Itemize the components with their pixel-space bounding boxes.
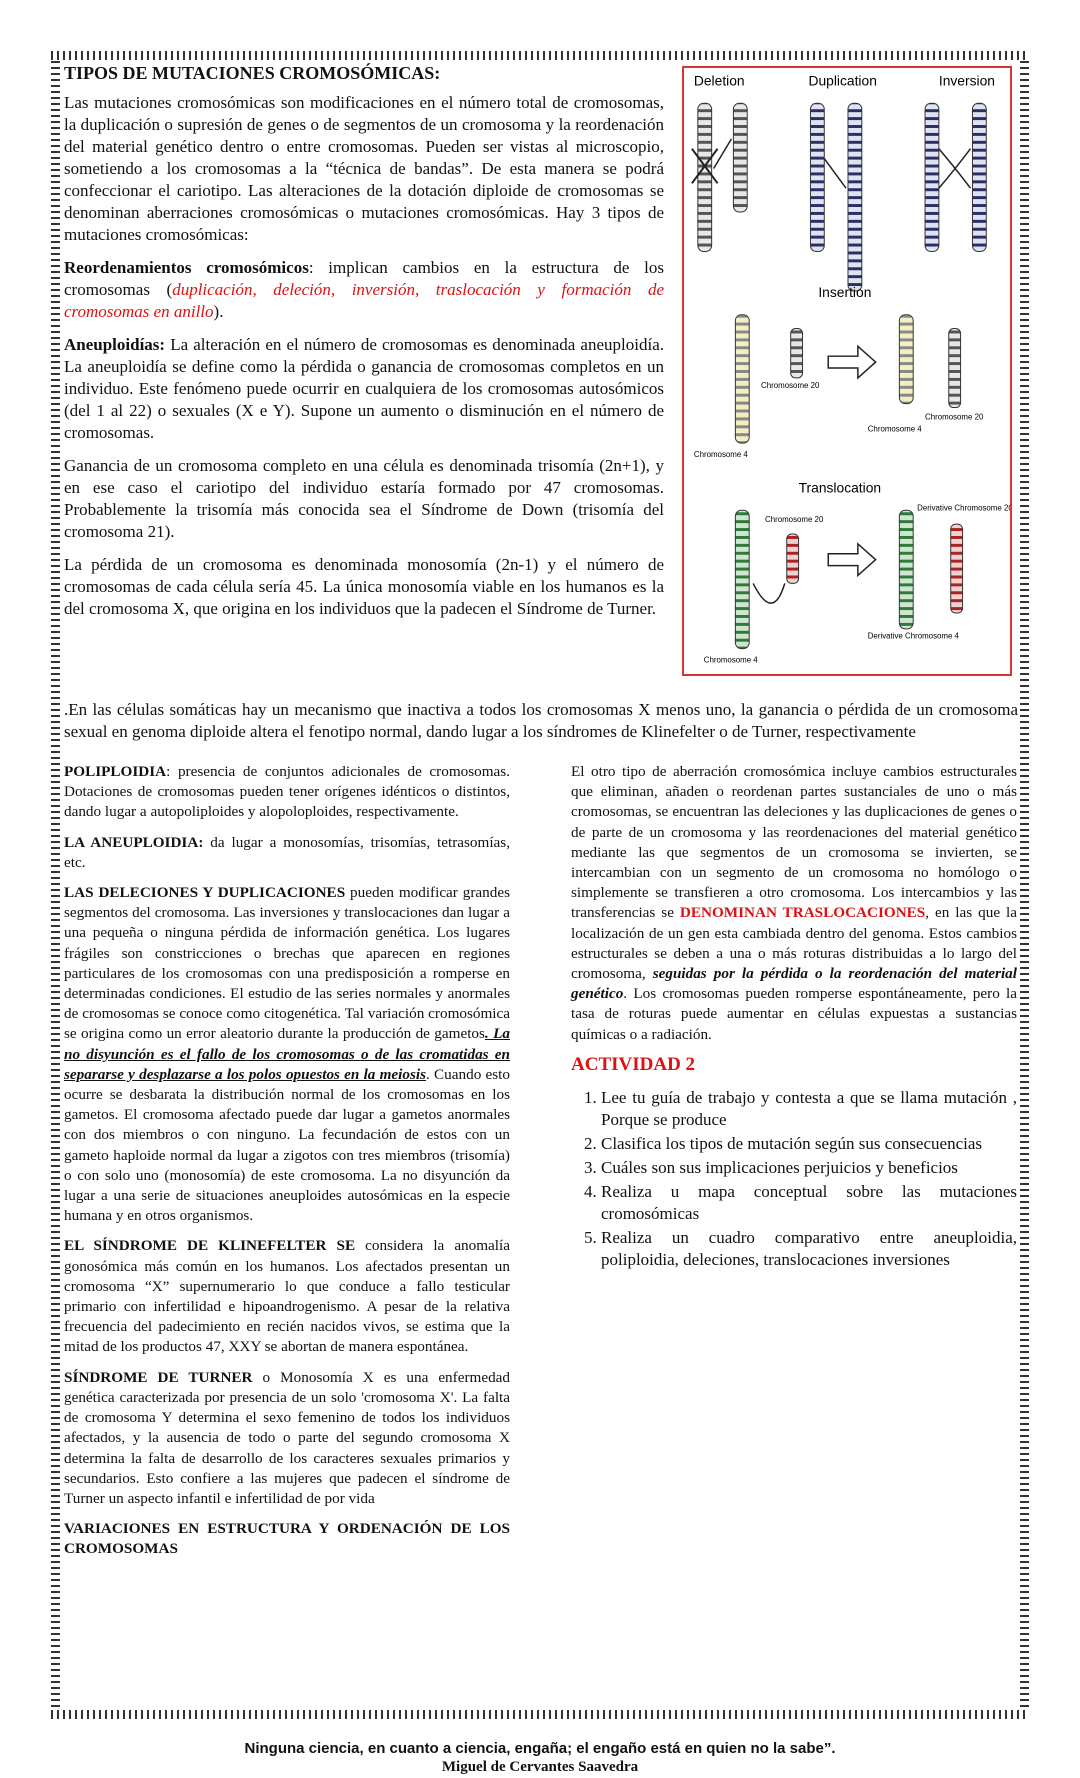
- page-title: TIPOS DE MUTACIONES CROMOSÓMICAS:: [64, 63, 441, 83]
- deleciones-end: . Cuando esto ocurre se desbarata la distribución normal de los cromosomas en los gametos. El cromosoma afectado puede dar lugar a gametos anormales con dos miembros o con ninguno. La fecundación de estos con un gameto haploide normal da lugar a zigotos con tres miembros (trisomía) o con solo uno (monosomía) de este cromosoma. La no disyunción da lugar a una serie de situaciones aneuploides autosómicas en la especie humana y en otros organismos.: [64, 1065, 510, 1225]
- somatic-cells-paragraph: .En las células somáticas hay un mecanismo que inactiva a todos los cromosomas X menos uno, la ganancia o pérdida de un cromosoma sexual en genoma diploide altera el fenotipo normal, dando lugar a los síndromes de Klinefelter o de Turner, respectivamente: [64, 700, 1018, 741]
- no-disyuncion-definition: . La no disyunción es el fallo de los cromosomas o de las cromatidas en separarse y desplazarse a los polos opuestos en la meiosis: [64, 1025, 510, 1083]
- duplication-chromosome-result: [848, 103, 862, 291]
- activity-item: 5. Realiza un cuadro comparativo entre aneuploidia, poliploidia, deleciones, translocaciones inversiones: [601, 1227, 1017, 1271]
- deleciones-label: LAS DELECIONES Y DUPLICACIONES: [64, 884, 346, 902]
- poliploidia-label: POLIPLOIDIA: [64, 763, 167, 780]
- inversion-arrow-icon: [939, 149, 971, 189]
- reordenamientos-paragraph: [64, 257, 664, 323]
- aneuploidia-label: LA ANEUPLOIDIA:: [64, 833, 204, 851]
- insertion-chromosome20: [791, 329, 803, 378]
- right-column: [571, 762, 1017, 1273]
- insertion-chr4-label: Chromosome 4: [693, 449, 748, 459]
- insertion-chr20-result-label: Chromosome 20: [925, 412, 984, 422]
- derivative-chr4-label: Derivative Chromosome 4: [867, 631, 959, 641]
- reordenamientos-label: Reordenamientos cromosómicos: [64, 258, 309, 277]
- chromosome-mutation-figure: [682, 66, 1012, 676]
- reordenamientos-end: ).: [213, 302, 224, 321]
- reordenamientos-list: duplicación, deleción, inversión, traslocación y formación de cromosomas en anillo: [64, 280, 665, 321]
- translocation-chr20-label: Chromosome 20: [765, 515, 824, 525]
- insertion-chr4-result-label: Chromosome 4: [867, 424, 922, 434]
- activity-item: 3. Cuáles son sus implicaciones perjuicios y beneficios: [601, 1157, 1017, 1179]
- variaciones-heading: VARIACIONES EN ESTRUCTURA Y ORDENACIÓN DE LOS CROMOSOMAS: [64, 1520, 510, 1558]
- reordenamientos-text: : implican cambios en la estructura de los cromosomas (: [64, 258, 665, 299]
- duplication-chromosome-original: [810, 103, 824, 251]
- turner-label: SÍNDROME DE TURNER: [64, 1368, 253, 1386]
- aneuploidias-paragraph: [64, 334, 664, 444]
- inversion-chromosome-original: [925, 103, 939, 251]
- derivative-chromosome20: [951, 524, 963, 613]
- poliploidia-text: : presencia de conjuntos adicionales de cromosomas. Dotaciones de cromosomas pueden tener orígenes idénticos o distintos, dando lugar a autopoliploides y alopoloploides, respectivamente.: [64, 763, 510, 821]
- intro-paragraph: Las mutaciones cromosómicas son modificaciones en el número total de cromosomas, la duplicación o supresión de genes o de segmentos de un cromosoma y la reordenación del material genético dentro o entre cromosomas. Pueden ser vistas al microscopio, sometiendo a los cromosomas a la “técnica de bandas”. De esta manera se podrá confeccionar el cariotipo. Las alteraciones de la dotación diploide de cromosomas se denominan aberraciones cromosómicas o mutaciones cromosómicas. Hay 3 tipos de mutaciones cromosómicas:: [64, 93, 664, 244]
- klinefelter-text: considera la anomalía gonosómica más común en los humanos. Los afectados presentan un cromosoma “X” supernumerario lo que conduce a fallo testicular primario con infertilidad e hipoandrogenismo. A pesar de la relativa frecuencia del padecimiento en recién nacidos vivos, se estima que la mitad de los productos 47, XXY se abortan de manera espontánea.: [64, 1237, 510, 1356]
- inversion-label: Inversion: [938, 72, 995, 89]
- klinefelter-label: EL SÍNDROME DE KLINEFELTER SE: [64, 1237, 356, 1255]
- deleciones-paragraph: [64, 883, 510, 1226]
- translocation-chr4-label: Chromosome 4: [703, 655, 758, 665]
- reordenacion-emphasis: seguidas por la pérdida o la reordenación del material genético: [571, 965, 1017, 1003]
- aberracion-text: El otro tipo de aberración cromosómica incluye cambios estructurales que eliminan, añaden o reordenan partes sustanciales de uno o más cromosomas, se encuentran las deleciones y las duplicaciones de genes o de parte de un cromosoma y las reordenaciones del material genético mediante las que segmentos de un cromosoma se invierten, se intercambian con un segmento de un cromosoma no homólogo o simplemente se transfieren a otro cromosoma. Los intercambios y las transferencias se: [571, 763, 1017, 922]
- left-column: [64, 762, 510, 1570]
- aberracion-text-2: , en las que la localización de un gen esta cambiada dentro del genoma. Estos cambios estructurales se deben a una o más roturas distribuidas a lo largo del cromosoma,: [571, 904, 1017, 983]
- insertion-chromosome4: [735, 315, 749, 443]
- aneuploidias-text: La alteración en el número de cromosomas es denominada aneuploidía. La aneuploidía se define como la pérdida o ganancia de cromosomas completos en un individuo. Este fenómeno puede ocurrir en cualquiera de los cromosomas autosómicos (del 1 al 22) o sexuales (X e Y). Supone un aumento o disminución en el número de cromosomas.: [64, 335, 664, 442]
- deletion-chromosome-result: [733, 103, 747, 212]
- deleciones-text: pueden modificar grandes segmentos del cromosoma. Las inversiones y translocaciones dan lugar a una pequeña o ninguna pérdida de información genética. Los lugares frágiles son constricciones o brechas que aparecen en regiones particulares de los cromosomas con una predisposición a romperse en determinadas condiciones. El estudio de las series normales y anormales de cromosomas se conoce como citogenética. Tal variación cromosómica se origina como un error aleatorio durante la producción de gametos: [64, 884, 510, 1043]
- deletion-arrow-icon: [714, 139, 732, 169]
- derivative-chr20-label: Derivative Chromosome 20: [917, 503, 1010, 513]
- poliploidia-paragraph: [64, 762, 510, 823]
- duplication-arrow-icon: [824, 159, 846, 189]
- insertion-result-chromosome20: [949, 329, 961, 408]
- activity-item: 2. Clasifica los tipos de mutación según sus consecuencias: [601, 1133, 1017, 1155]
- monosomia-paragraph: La pérdida de un cromosoma es denominada monosomía (2n-1) y el número de cromosomas de cada célula sería 45. La única monosomía viable en los humanos es la del cromosoma X, que origina en los individuos que la padecen el Síndrome de Turner.: [64, 555, 664, 618]
- activity-item: 4. Realiza u mapa conceptual sobre las mutaciones cromosómicas: [601, 1181, 1017, 1225]
- aberracion-end: . Los cromosomas pueden romperse espontáneamente, pero la tasa de roturas puede aumentar en células expuestas a sustancias químicas o a radiación.: [571, 985, 1017, 1043]
- translocation-hollow-arrow-icon: [828, 544, 875, 576]
- aneuploidia-paragraph: [64, 833, 510, 873]
- insertion-label: Insertion: [818, 283, 872, 300]
- duplication-label: Duplication: [808, 72, 877, 89]
- insertion-chr20-label: Chromosome 20: [761, 380, 820, 390]
- turner-text: o Monosomía X es una enfermedad genética caracterizada por presencia de un solo 'cromosoma X'. La falta de cromosoma Y determina el sexo femenino de todos los individuos afectados, y la ausencia de todo o parte del segundo cromosoma X determina la falta de desarrollo de los caracteres sexuales primarios y secundarios. Esto confiere a las mujeres que padecen el síndrome de Turner un aspecto infantil e infertilidad de por vida: [64, 1368, 510, 1507]
- translocation-chromosome4: [735, 510, 749, 648]
- klinefelter-paragraph: [64, 1236, 510, 1357]
- footer-author: Miguel de Cervantes Saavedra: [441, 1759, 639, 1775]
- translocation-label: Translocation: [798, 479, 882, 496]
- insertion-result-chromosome4: [899, 315, 913, 404]
- activity-item: 1. Lee tu guía de trabajo y contesta a que se llama mutación , Porque se produce: [601, 1087, 1017, 1131]
- activity-list: [571, 1087, 1017, 1271]
- footer-quote: Ninguna ciencia, en cuanto a ciencia, engaña; el engaño está en quien no la sabe”.: [244, 1740, 836, 1757]
- deletion-label: Deletion: [693, 72, 745, 89]
- activity-title: ACTIVIDAD 2: [571, 1053, 696, 1075]
- deletion-chromosome-original: [698, 103, 712, 251]
- aberracion-paragraph: [571, 762, 1017, 1045]
- turner-paragraph: [64, 1368, 510, 1509]
- inversion-chromosome-result: [972, 103, 986, 251]
- aneuploidia-text: da lugar a monosomías, trisomías, tetrasomías, etc.: [64, 833, 510, 871]
- insertion-hollow-arrow-icon: [828, 346, 875, 378]
- top-text-block: [64, 62, 664, 631]
- derivative-chromosome4: [899, 510, 913, 629]
- aneuploidias-label: Aneuploidías:: [64, 335, 166, 354]
- translocation-chromosome20: [787, 534, 799, 583]
- translocation-curved-arrow-icon: [753, 583, 785, 603]
- traslocaciones-highlight: DENOMINAN TRASLOCACIONES: [679, 904, 926, 922]
- trisomia-paragraph: Ganancia de un cromosoma completo en una célula es denominada trisomía (2n+1), y en ese caso el cariotipo del individuo estaría formado por 47 cromosomas. Probablemente la trisomía más conocida sea el Síndrome de Down (trisomía del cromosoma 21).: [64, 456, 664, 541]
